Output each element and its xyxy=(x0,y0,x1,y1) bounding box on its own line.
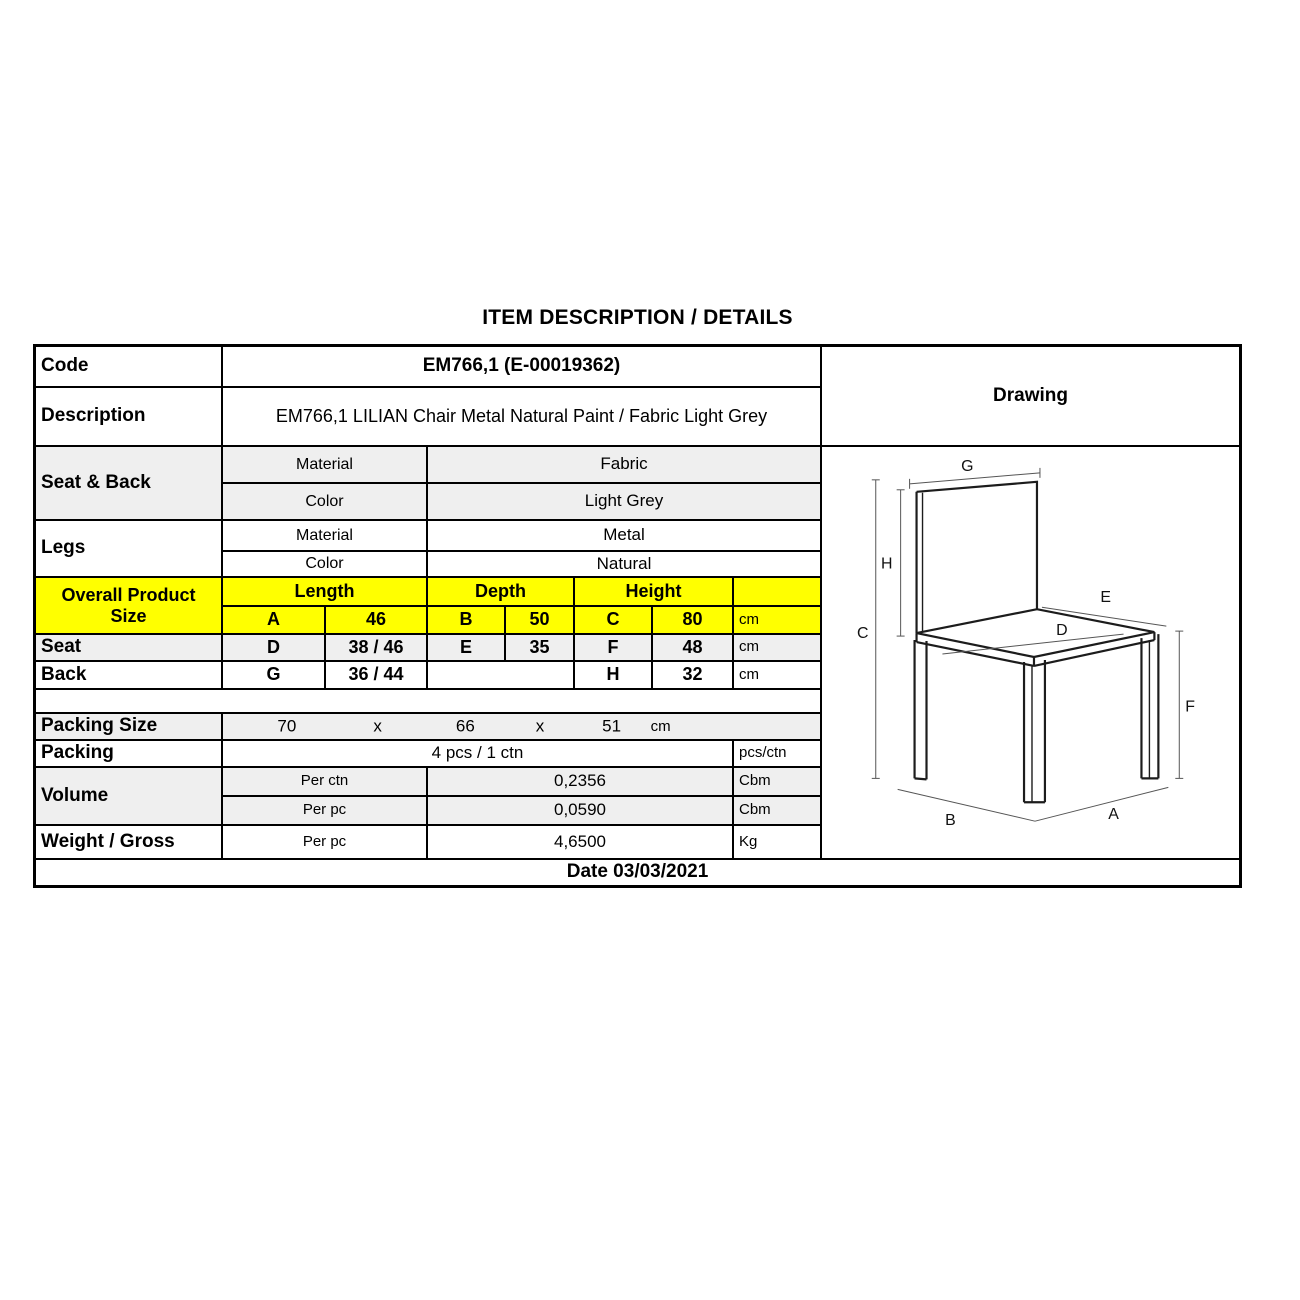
packing-size-unit: cm xyxy=(650,717,671,735)
packing-size-value xyxy=(223,714,822,741)
packing-unit: pcs/ctn xyxy=(734,741,822,768)
volume-per-ctn-unit: Cbm xyxy=(734,768,822,797)
volume-per-pc-unit: Cbm xyxy=(734,797,822,826)
packing-size-d1: 70 xyxy=(277,716,297,736)
size-unit-overall: cm xyxy=(734,607,822,635)
chair-drawing xyxy=(822,447,1239,860)
packing-size-d3: 51 xyxy=(602,716,622,736)
weight-label: Weight / Gross xyxy=(36,826,223,860)
dim-label-B: B xyxy=(945,812,956,830)
seat-back-color-value: Light Grey xyxy=(428,484,822,521)
size-letter-A: A xyxy=(223,607,326,635)
seat-back-material-label: Material xyxy=(223,447,428,484)
chair-backrest xyxy=(917,482,1037,633)
size-header-unit-spacer xyxy=(734,578,822,607)
chair-legs xyxy=(915,634,1159,802)
size-header-height: Height xyxy=(575,578,734,607)
packing-size-x2: x xyxy=(535,716,545,736)
volume-label: Volume xyxy=(36,768,223,826)
description-label: Description xyxy=(36,388,223,447)
packing-size-x1: x xyxy=(373,716,382,736)
size-back-depth-empty xyxy=(428,662,575,690)
volume-per-ctn-value: 0,2356 xyxy=(428,768,734,797)
seat-back-color-label: Color xyxy=(223,484,428,521)
dim-label-D: D xyxy=(1056,622,1068,640)
size-letter-E: E xyxy=(428,635,506,662)
volume-per-ctn-label: Per ctn xyxy=(223,768,428,797)
page-title: ITEM DESCRIPTION / DETAILS xyxy=(482,306,793,329)
spacer-row xyxy=(36,690,822,714)
legs-material-label: Material xyxy=(223,521,428,552)
size-header-depth: Depth xyxy=(428,578,575,607)
chair-drawing-svg xyxy=(822,447,1239,858)
size-letter-G: G xyxy=(223,662,326,690)
code-value: EM766,1 (E-00019362) xyxy=(223,347,822,388)
legs-color-label: Color xyxy=(223,552,428,578)
size-letter-H: H xyxy=(575,662,653,690)
back-row-label: Back xyxy=(36,662,223,690)
packing-size-label: Packing Size xyxy=(36,714,223,741)
weight-value: 4,6500 xyxy=(428,826,734,860)
dim-label-A: A xyxy=(1108,806,1119,824)
size-value-B: 50 xyxy=(506,607,575,635)
volume-per-pc-label: Per pc xyxy=(223,797,428,826)
weight-per-pc-label: Per pc xyxy=(223,826,428,860)
spec-table xyxy=(33,344,1242,888)
dim-label-E: E xyxy=(1100,589,1111,607)
size-value-D: 38 / 46 xyxy=(326,635,428,662)
legs-material-value: Metal xyxy=(428,521,822,552)
dim-label-G: G xyxy=(961,457,974,475)
drawing-header: Drawing xyxy=(822,347,1239,447)
seat-back-label: Seat & Back xyxy=(36,447,223,521)
size-value-F: 48 xyxy=(653,635,734,662)
size-value-A: 46 xyxy=(326,607,428,635)
size-value-E: 35 xyxy=(506,635,575,662)
size-header-length: Length xyxy=(223,578,428,607)
size-value-C: 80 xyxy=(653,607,734,635)
size-unit-seat: cm xyxy=(734,635,822,662)
legs-color-value: Natural xyxy=(428,552,822,578)
seat-back-material-value: Fabric xyxy=(428,447,822,484)
date-row: Date 03/03/2021 xyxy=(566,861,709,883)
code-label: Code xyxy=(36,347,223,388)
description-value: EM766,1 LILIAN Chair Metal Natural Paint / Fabric Light Grey xyxy=(223,388,822,447)
chair-seat xyxy=(917,609,1155,666)
dim-label-H: H xyxy=(880,555,893,573)
size-letter-C: C xyxy=(575,607,653,635)
dim-label-F: F xyxy=(1185,698,1195,716)
legs-label: Legs xyxy=(36,521,223,578)
size-letter-F: F xyxy=(575,635,653,662)
dim-label-C: C xyxy=(857,625,869,643)
size-letter-B: B xyxy=(428,607,506,635)
packing-value: 4 pcs / 1 ctn xyxy=(223,741,734,768)
packing-size-d2: 66 xyxy=(455,716,475,736)
weight-unit: Kg xyxy=(734,826,822,860)
seat-row-label: Seat xyxy=(36,635,223,662)
packing-label: Packing xyxy=(36,741,223,768)
size-value-G: 36 / 44 xyxy=(326,662,428,690)
size-value-H: 32 xyxy=(653,662,734,690)
size-letter-D: D xyxy=(223,635,326,662)
size-unit-back: cm xyxy=(734,662,822,690)
size-section-label: Overall Product Size xyxy=(36,578,223,635)
volume-per-pc-value: 0,0590 xyxy=(428,797,734,826)
